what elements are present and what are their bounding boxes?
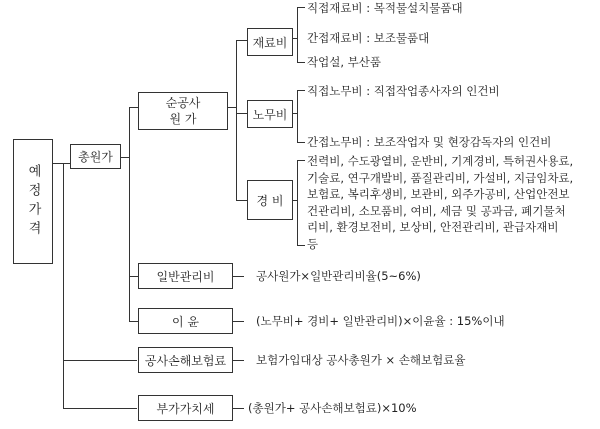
root-box: 예정가격 — [13, 139, 53, 264]
connector — [236, 113, 247, 114]
materials-box: 재료비 — [247, 28, 293, 56]
labor-box: 노무비 — [247, 100, 293, 128]
expenses-line: 등 — [307, 236, 319, 251]
labor-item: 직접노무비 : 직접작업종사자의 인건비 — [307, 84, 500, 98]
connector — [297, 7, 305, 8]
connector — [129, 276, 138, 277]
connector — [297, 62, 305, 63]
insurance-formula: 보험가입대상 공사총원가 × 손해보험료율 — [256, 353, 466, 367]
profit-formula: (노무비+ 경비+ 일반관리비)×이윤율 : 15%이내 — [256, 314, 505, 328]
materials-item: 간접재료비 : 보조물품대 — [307, 31, 430, 45]
connector — [236, 200, 247, 201]
net-construction-cost-box — [138, 92, 228, 130]
expenses-box: 경 비 — [247, 180, 293, 220]
connector — [232, 408, 244, 409]
general-admin-formula: 공사원가×일반관리비율(5~6%) — [256, 269, 421, 283]
net-construction-cost-line2: 원 가 — [169, 112, 197, 126]
insurance-box: 공사손해보험료 — [138, 347, 233, 373]
connector — [52, 163, 70, 164]
connector — [297, 142, 305, 143]
connector — [297, 90, 305, 91]
expenses-line: 보험료, 복리후생비, 보관비, 외주가공비, 산업안전보 — [307, 187, 570, 201]
expenses-line: 건관리비, 소모품비, 여비, 세금 및 공과금, 폐기물처 — [307, 203, 566, 218]
labor-item: 간접노무비 : 보조작업자 및 현장감독자의 인건비 — [307, 135, 552, 149]
expenses-line: 리비, 환경보전비, 보상비, 안전관리비, 관급자재비 — [307, 220, 559, 234]
connector — [232, 321, 244, 322]
connector — [297, 160, 298, 245]
connector — [236, 40, 247, 41]
materials-item: 직접재료비 : 목적물설치물품대 — [307, 1, 463, 15]
general-admin-box: 일반관리비 — [138, 263, 233, 289]
connector — [129, 107, 130, 322]
materials-item: 작업설, 부산품 — [307, 55, 381, 69]
connector — [129, 321, 138, 322]
connector — [232, 360, 244, 361]
vat-formula: (총원가+ 공사손해보험료)×10% — [248, 401, 417, 415]
expenses-items — [307, 153, 597, 252]
total-cost-box: 총원가 — [70, 144, 121, 169]
connector — [63, 408, 137, 409]
connector — [129, 107, 138, 108]
connector — [297, 160, 305, 161]
profit-box: 이 윤 — [138, 308, 233, 334]
connector — [297, 245, 305, 246]
vat-box: 부가가치세 — [138, 395, 233, 421]
expenses-line: 전력비, 수도광열비, 운반비, 기계경비, 특허권사용료, — [307, 154, 574, 168]
expenses-line: 기술료, 연구개발비, 품질관리비, 가설비, 지급임차료, — [307, 170, 574, 185]
net-construction-cost-line1: 순공사 — [165, 96, 201, 110]
connector — [63, 163, 64, 409]
connector — [232, 276, 244, 277]
connector — [297, 7, 298, 62]
connector — [63, 360, 137, 361]
connector — [236, 40, 237, 200]
connector — [297, 90, 298, 142]
